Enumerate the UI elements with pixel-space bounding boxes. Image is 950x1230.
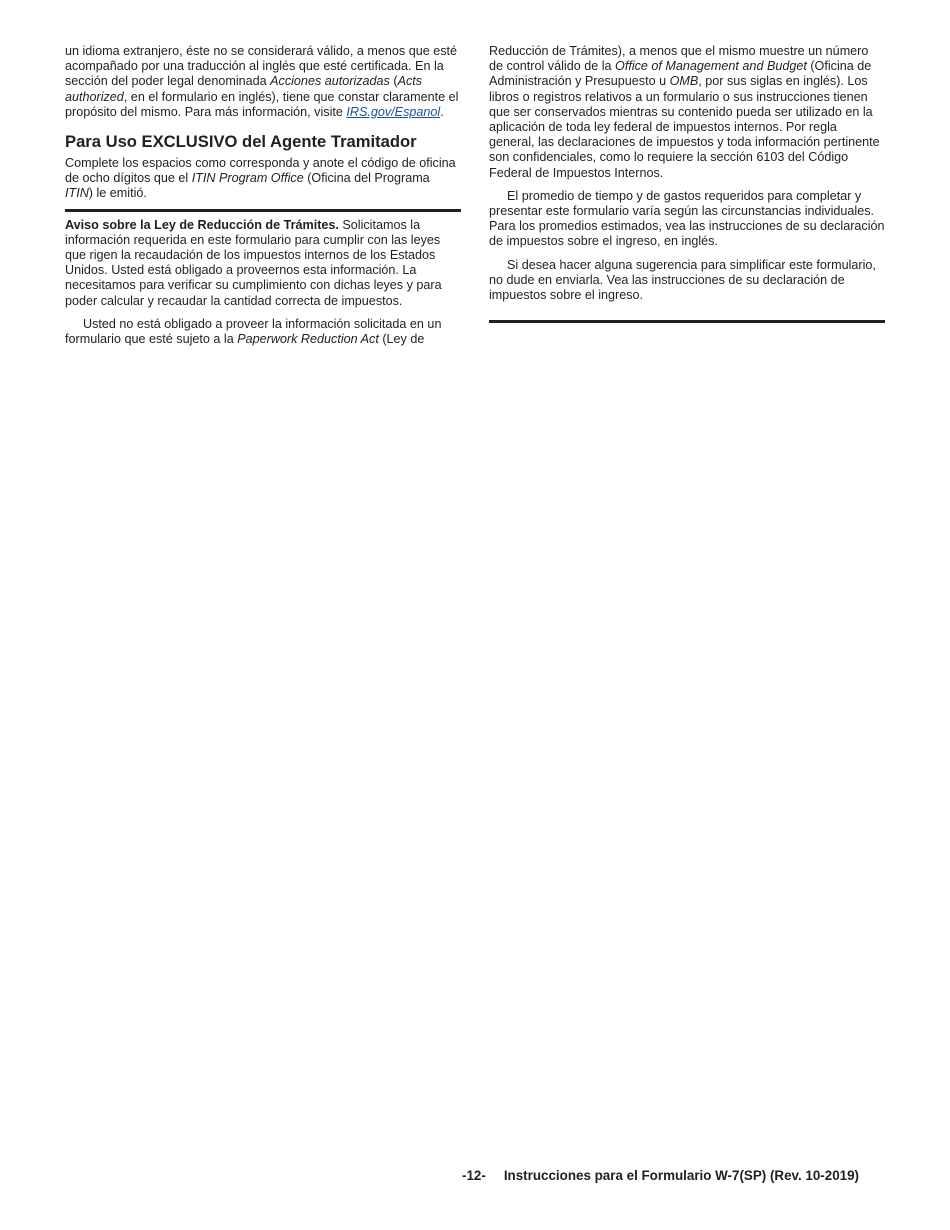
omb-text-2: (Oficina de Administración y Presupuesto u <box>489 59 872 89</box>
intro-text: un idioma extranjero, éste no se considerará válido, a menos que esté acompañado por una traducción al inglés que esté certificada. En la sección del poder legal denominada <box>65 44 458 89</box>
omb-italic-acronym: OMB <box>669 74 699 89</box>
agent-paragraph <box>65 156 461 202</box>
section-divider <box>65 209 461 212</box>
omb-italic-office: Office of Management and Budget <box>615 59 807 74</box>
paperwork-notice-text: Solicitamos la información requerida en este formulario para cumplir con las leyes que rigen la recaudación de los impuestos internos de los Estados Unidos. Usted está obligado a proveernos esta información. La necesitamos para verificar su cumplimiento con dichas leyes y para poder calcular y recaudar la cantidad correcta de impuestos. <box>65 217 442 308</box>
suggestion-paragraph: Si desea hacer alguna sugerencia para simplificar este formulario, no dude en enviarla. Vea las instrucciones de su declaración de impuestos sobre el ingreso. <box>489 257 876 303</box>
omb-text-3: , por sus siglas en inglés). Los libros o registros relativos a un formulario o sus instrucciones tienen que ser conservados mientras su contenido pueda ser utilizado en la aplicación de toda ley federal de impuestos internos. Por regla general, las declaraciones de impuestos y toda información pertinente son confidenciales, como lo requiere la sección 6103 del Código Federal de Impuestos Internos. <box>489 74 880 180</box>
intro-text-2: , en el formulario en inglés), tiene que constar claramente el propósito del mismo. Para más información, visite <box>65 89 459 119</box>
left-column <box>65 44 461 347</box>
agent-italic-itin: ITIN <box>65 186 89 201</box>
intro-end: . <box>440 104 444 119</box>
column-end-rule <box>489 320 885 323</box>
intro-paragraph <box>65 44 461 120</box>
obligation-italic-pra: Paperwork Reduction Act <box>237 332 379 347</box>
irs-espanol-link[interactable]: IRS.gov/Espanol <box>346 104 441 119</box>
agent-text-2: (Oficina del Programa <box>303 171 430 186</box>
section-heading-agente: Para Uso EXCLUSIVO del Agente Tramitador <box>65 132 417 152</box>
paperwork-notice-paragraph <box>65 218 461 309</box>
obligation-paragraph <box>65 317 461 347</box>
intro-italic-acciones: Acciones autorizadas <box>270 74 390 89</box>
paperwork-notice-title: Aviso sobre la Ley de Reducción de Trámites. <box>65 217 339 232</box>
time-cost-paragraph: El promedio de tiempo y de gastos requeridos para completar y presentar este formulario varía según las circunstancias individuales. Para los promedios estimados, vea las instrucciones de su declaración de impuestos sobre el ingreso, en inglés. <box>489 188 885 249</box>
agent-text-3: ) le emitió. <box>88 186 147 201</box>
obligation-text: Usted no está obligado a proveer la información solicitada en un formulario que esté sujeto a la <box>65 316 442 347</box>
right-column <box>489 44 885 329</box>
page-number: -12- <box>462 1168 486 1183</box>
omb-text-1: Reducción de Trámites), a menos que el mismo muestre un número de control válido de la <box>489 44 869 74</box>
page-footer <box>462 1168 886 1184</box>
intro-italic-acts: Acts authorized <box>65 74 423 104</box>
omb-paragraph <box>489 44 885 181</box>
footer-title: Instrucciones para el Formulario W-7(SP) (Rev. 10-2019) <box>503 1168 860 1183</box>
intro-text-open-paren: ( <box>389 74 398 89</box>
obligation-end: (Ley de <box>378 332 425 347</box>
agent-text-1: Complete los espacios como corresponda y anote el código de oficina de ocho dígitos que el <box>65 156 456 186</box>
agent-italic-itin-office: ITIN Program Office <box>191 171 304 186</box>
